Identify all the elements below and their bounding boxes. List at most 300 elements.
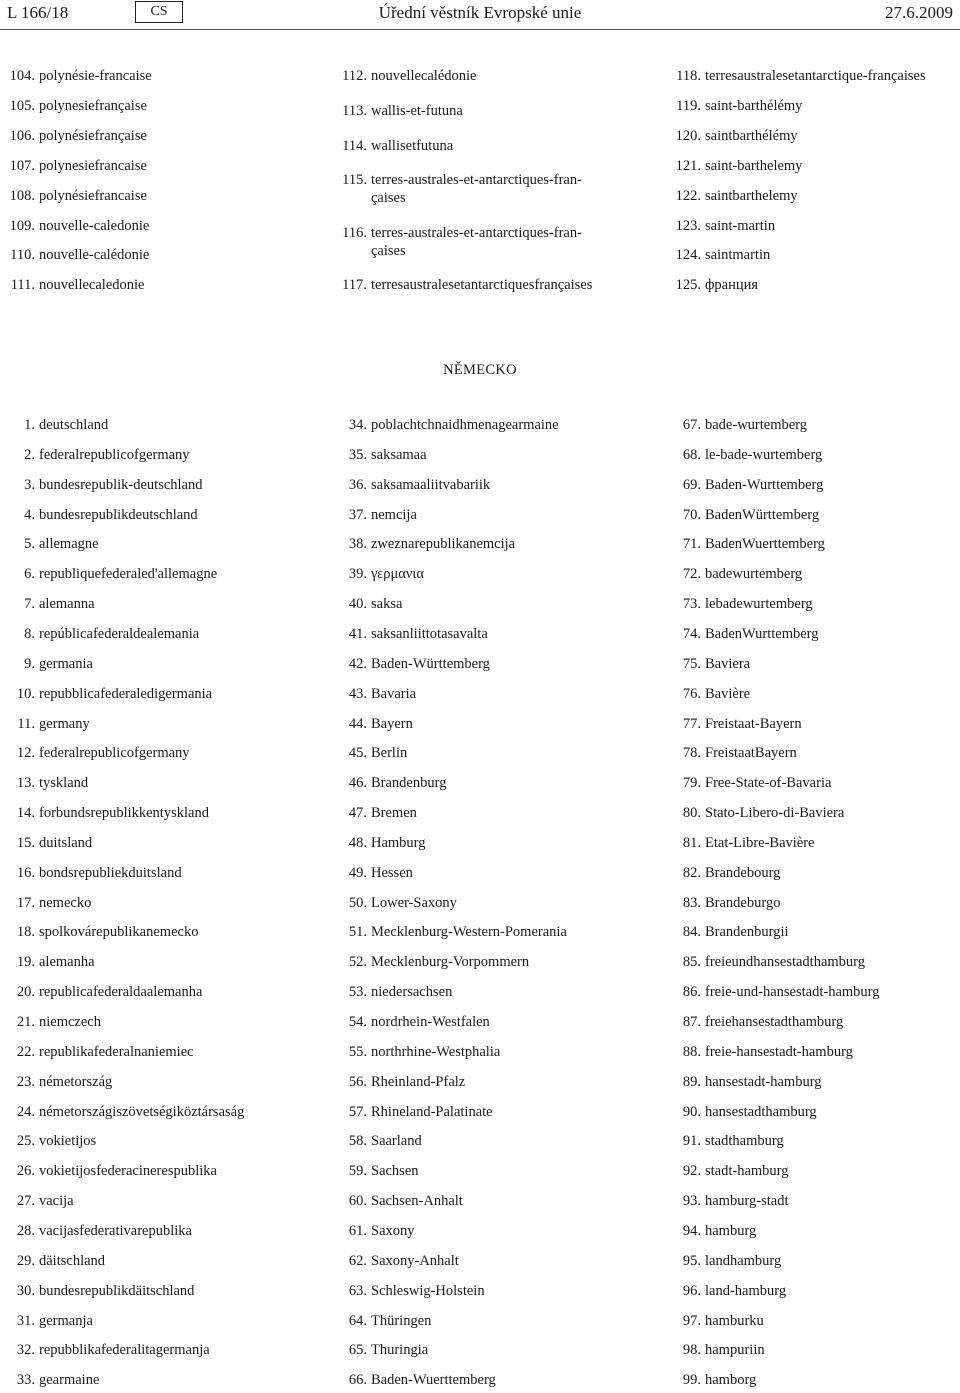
list-item bbox=[671, 834, 815, 852]
item-text bbox=[705, 446, 822, 464]
item-number: 65. bbox=[348, 1342, 367, 1358]
item-text-line: Baviera bbox=[705, 656, 751, 672]
item-text bbox=[39, 685, 212, 703]
item-text-line: FreistaatBayern bbox=[705, 745, 797, 761]
item-text bbox=[371, 171, 582, 207]
item-text-line: nouvellecalédonie bbox=[371, 68, 477, 84]
item-number: 86. bbox=[682, 984, 701, 1000]
item-text bbox=[39, 804, 209, 822]
item-text bbox=[705, 1371, 756, 1389]
item-text-line: stadthamburg bbox=[705, 1133, 784, 1149]
item-text bbox=[371, 715, 413, 733]
list-item bbox=[7, 923, 198, 941]
item-text bbox=[39, 834, 92, 852]
item-number: 91. bbox=[682, 1133, 701, 1149]
item-text bbox=[371, 1013, 490, 1031]
item-text bbox=[39, 1132, 96, 1150]
item-text bbox=[705, 416, 807, 434]
item-text bbox=[705, 157, 802, 175]
item-number: 58. bbox=[348, 1133, 367, 1149]
item-text bbox=[371, 983, 452, 1001]
list-item bbox=[7, 595, 95, 613]
item-text-line: landhamburg bbox=[705, 1253, 782, 1269]
item-number: 10. bbox=[16, 686, 35, 702]
item-number: 44. bbox=[348, 716, 367, 732]
list-item bbox=[671, 1341, 765, 1359]
item-number: 13. bbox=[16, 775, 35, 791]
item-text-line: Bavière bbox=[705, 686, 751, 702]
item-text bbox=[705, 1192, 789, 1210]
item-text-line: forbundsrepublikkentyskland bbox=[39, 805, 209, 821]
item-text-line: spolkovárepublikanemecko bbox=[39, 924, 199, 940]
item-text-line: terres-australes-et-antarctiques-fran- bbox=[371, 172, 582, 188]
item-text bbox=[705, 1162, 789, 1180]
list-item bbox=[671, 1222, 756, 1240]
item-text bbox=[39, 187, 147, 205]
list-item bbox=[337, 983, 452, 1001]
item-text bbox=[39, 1013, 101, 1031]
item-text bbox=[39, 1371, 99, 1389]
item-number: 2. bbox=[24, 447, 35, 463]
list-item bbox=[671, 744, 797, 762]
page-header bbox=[0, 0, 960, 34]
item-text-line: terres-australes-et-antarctiques-fran- bbox=[371, 225, 582, 241]
item-text-line: saksamaa bbox=[371, 447, 427, 463]
item-text bbox=[39, 1162, 217, 1180]
item-number: 125. bbox=[675, 277, 701, 293]
item-text bbox=[39, 715, 90, 733]
list-item bbox=[671, 983, 879, 1001]
list-item bbox=[7, 894, 91, 912]
item-text-line: hampuriin bbox=[705, 1342, 765, 1358]
item-text bbox=[371, 1192, 463, 1210]
list-item bbox=[337, 715, 413, 733]
item-text bbox=[39, 1222, 192, 1240]
item-text bbox=[371, 1252, 459, 1270]
item-number: 35. bbox=[348, 447, 367, 463]
item-text-line: hansestadthamburg bbox=[705, 1104, 817, 1120]
list-item bbox=[337, 102, 463, 120]
item-number: 14. bbox=[16, 805, 35, 821]
item-number: 84. bbox=[682, 924, 701, 940]
item-number: 56. bbox=[348, 1074, 367, 1090]
item-text-line: Hessen bbox=[371, 865, 413, 881]
list-item bbox=[671, 1013, 843, 1031]
list-item bbox=[7, 1192, 74, 1210]
item-text bbox=[705, 804, 844, 822]
item-text-line: hamburku bbox=[705, 1313, 764, 1329]
item-text bbox=[705, 834, 815, 852]
item-text bbox=[39, 416, 108, 434]
item-text bbox=[371, 1222, 415, 1240]
list-item bbox=[671, 1073, 822, 1091]
item-text-line: saint-barthélémy bbox=[705, 98, 803, 114]
item-number: 34. bbox=[348, 417, 367, 433]
item-text bbox=[39, 744, 190, 762]
item-text bbox=[39, 446, 190, 464]
item-text-line: BadenWuerttemberg bbox=[705, 536, 825, 552]
item-text-line: Saxony bbox=[371, 1223, 415, 1239]
item-text-line: nouvelle-caledonie bbox=[39, 218, 150, 234]
item-text-line: terresaustralesetantarctiquesfrançaises bbox=[371, 277, 593, 293]
item-text bbox=[39, 1312, 93, 1330]
item-number: 25. bbox=[16, 1133, 35, 1149]
list-item bbox=[671, 416, 807, 434]
item-number: 37. bbox=[348, 507, 367, 523]
list-item bbox=[337, 446, 427, 464]
item-text-line: poblachtchnaidhmenagearmaine bbox=[371, 417, 559, 433]
item-number: 67. bbox=[682, 417, 701, 433]
item-number: 60. bbox=[348, 1193, 367, 1209]
item-text bbox=[705, 535, 825, 553]
item-text bbox=[371, 595, 402, 613]
list-item bbox=[337, 535, 515, 553]
item-number: 93. bbox=[682, 1193, 701, 1209]
item-text bbox=[705, 983, 879, 1001]
list-item bbox=[337, 1073, 465, 1091]
item-text-line: nordrhein-Westfalen bbox=[371, 1014, 490, 1030]
item-text bbox=[705, 1103, 817, 1121]
item-text-line: northrhine-Westphalia bbox=[371, 1044, 501, 1060]
item-text bbox=[705, 894, 780, 912]
item-text-line: saint-martin bbox=[705, 218, 776, 234]
item-text bbox=[705, 774, 831, 792]
list-item bbox=[671, 595, 813, 613]
item-text-line: repubblicafederaledigermania bbox=[39, 686, 213, 702]
item-text bbox=[39, 1252, 105, 1270]
list-item bbox=[7, 834, 92, 852]
item-text-line: hansestadt-hamburg bbox=[705, 1074, 822, 1090]
publication-date: 27.6.2009 bbox=[885, 3, 953, 22]
item-text-line: BadenWurttemberg bbox=[705, 626, 819, 642]
item-text bbox=[371, 1371, 496, 1389]
item-number: 36. bbox=[348, 477, 367, 493]
list-item bbox=[7, 804, 209, 822]
item-text-line: däitschland bbox=[39, 1253, 106, 1269]
item-text-line: Rhineland-Palatinate bbox=[371, 1104, 493, 1120]
item-text bbox=[39, 983, 202, 1001]
item-text-continuation: çaises bbox=[371, 243, 406, 259]
list-item bbox=[337, 1043, 500, 1061]
item-text-line: saint-barthelemy bbox=[705, 158, 803, 174]
item-text-line: bundesrepublikdäitschland bbox=[39, 1283, 195, 1299]
item-text bbox=[371, 923, 567, 941]
item-text bbox=[39, 476, 203, 494]
item-text-line: Baden-Wuerttemberg bbox=[371, 1372, 496, 1388]
item-text-line: germania bbox=[39, 656, 93, 672]
list-item bbox=[671, 655, 750, 673]
list-item bbox=[337, 774, 446, 792]
list-item bbox=[337, 804, 417, 822]
item-number: 12. bbox=[16, 745, 35, 761]
list-item bbox=[7, 1043, 194, 1061]
item-text-line: niemczech bbox=[39, 1014, 101, 1030]
list-item bbox=[337, 1192, 463, 1210]
item-text bbox=[39, 1103, 244, 1121]
item-text bbox=[371, 535, 515, 553]
item-number: 63. bbox=[348, 1283, 367, 1299]
list-item bbox=[337, 595, 402, 613]
item-number: 49. bbox=[348, 865, 367, 881]
item-text-line: vacija bbox=[39, 1193, 74, 1209]
list-item bbox=[337, 1371, 496, 1389]
list-item bbox=[7, 774, 88, 792]
list-item bbox=[671, 1282, 786, 1300]
item-text bbox=[371, 565, 424, 583]
list-item bbox=[7, 157, 147, 175]
item-text bbox=[705, 97, 802, 115]
item-text bbox=[39, 864, 182, 882]
item-text-line: Berlin bbox=[371, 745, 408, 761]
item-text-line: Bavaria bbox=[371, 686, 417, 702]
item-number: 24. bbox=[16, 1104, 35, 1120]
item-text bbox=[39, 565, 217, 583]
item-number: 26. bbox=[16, 1163, 35, 1179]
list-item bbox=[337, 1103, 493, 1121]
item-number: 39. bbox=[348, 566, 367, 582]
item-text bbox=[371, 224, 582, 260]
item-text bbox=[705, 1341, 765, 1359]
item-text-line: Rheinland-Pfalz bbox=[371, 1074, 466, 1090]
list-item bbox=[337, 1222, 415, 1240]
item-text-line: γερμανια bbox=[371, 566, 424, 582]
item-text bbox=[371, 102, 463, 120]
item-number: 38. bbox=[348, 536, 367, 552]
list-item bbox=[337, 171, 582, 207]
item-text bbox=[39, 595, 95, 613]
item-number: 72. bbox=[682, 566, 701, 582]
item-text-line: hamborg bbox=[705, 1372, 757, 1388]
item-text-line: Brandeburgo bbox=[705, 895, 781, 911]
list-item bbox=[7, 1252, 105, 1270]
list-item bbox=[7, 1073, 112, 1091]
item-number: 62. bbox=[348, 1253, 367, 1269]
list-item bbox=[671, 187, 798, 205]
item-text bbox=[705, 1013, 843, 1031]
item-number: 116. bbox=[342, 225, 367, 241]
item-text-line: stadt-hamburg bbox=[705, 1163, 789, 1179]
item-number: 89. bbox=[682, 1074, 701, 1090]
item-text-line: polynesiefrançaise bbox=[39, 98, 147, 114]
list-item bbox=[337, 67, 476, 85]
item-text-line: saintbarthélémy bbox=[705, 128, 798, 144]
item-text bbox=[39, 97, 147, 115]
item-text bbox=[371, 506, 417, 524]
list-item bbox=[337, 744, 407, 762]
list-item bbox=[337, 224, 582, 260]
item-text bbox=[39, 157, 147, 175]
list-item bbox=[337, 1282, 485, 1300]
item-text-line: Free-State-of-Bavaria bbox=[705, 775, 832, 791]
item-number: 77. bbox=[682, 716, 701, 732]
item-text-line: germanja bbox=[39, 1313, 93, 1329]
item-text bbox=[371, 446, 427, 464]
item-number: 80. bbox=[682, 805, 701, 821]
item-number: 66. bbox=[348, 1372, 367, 1388]
item-text-line: Baden-Württemberg bbox=[371, 656, 490, 672]
list-item bbox=[671, 953, 865, 971]
item-text-line: BadenWürttemberg bbox=[705, 507, 820, 523]
item-text-line: saksanliittotasavalta bbox=[371, 626, 488, 642]
item-text-line: deutschland bbox=[39, 417, 109, 433]
item-text-line: Sachsen-Anhalt bbox=[371, 1193, 463, 1209]
item-number: 95. bbox=[682, 1253, 701, 1269]
list-item bbox=[7, 1103, 244, 1121]
list-item bbox=[7, 983, 202, 1001]
item-number: 50. bbox=[348, 895, 367, 911]
list-item bbox=[337, 894, 457, 912]
item-text-line: freieundhansestadthamburg bbox=[705, 954, 865, 970]
item-number: 43. bbox=[348, 686, 367, 702]
item-text bbox=[705, 685, 750, 703]
item-number: 16. bbox=[16, 865, 35, 881]
list-item bbox=[337, 1312, 431, 1330]
item-text-line: gearmaine bbox=[39, 1372, 100, 1388]
item-text bbox=[39, 625, 199, 643]
item-text-line: republikafederalnaniemiec bbox=[39, 1044, 194, 1060]
item-number: 51. bbox=[348, 924, 367, 940]
item-number: 108. bbox=[9, 188, 35, 204]
item-number: 71. bbox=[682, 536, 701, 552]
list-item bbox=[7, 1312, 93, 1330]
item-number: 94. bbox=[682, 1223, 701, 1239]
item-number: 15. bbox=[16, 835, 35, 851]
list-item bbox=[7, 953, 95, 971]
item-text bbox=[705, 506, 819, 524]
item-number: 88. bbox=[682, 1044, 701, 1060]
item-text bbox=[39, 1073, 112, 1091]
item-text-line: bundesrepublik-deutschland bbox=[39, 477, 203, 493]
item-text-line: saintmartin bbox=[705, 247, 771, 263]
item-number: 9. bbox=[24, 656, 35, 672]
item-number: 19. bbox=[16, 954, 35, 970]
item-text-line: Saxony-Anhalt bbox=[371, 1253, 459, 1269]
list-item bbox=[7, 864, 182, 882]
list-item bbox=[7, 655, 93, 673]
list-item bbox=[671, 276, 758, 294]
item-text bbox=[371, 416, 559, 434]
list-item bbox=[671, 565, 802, 583]
list-item bbox=[7, 1371, 99, 1389]
item-text-line: zweznarepublikanemcija bbox=[371, 536, 516, 552]
item-text bbox=[705, 127, 798, 145]
item-text-line: vacijasfederativarepublika bbox=[39, 1223, 192, 1239]
item-text bbox=[371, 67, 476, 85]
item-text bbox=[705, 1073, 822, 1091]
item-text bbox=[705, 715, 802, 733]
item-number: 47. bbox=[348, 805, 367, 821]
item-text bbox=[39, 953, 95, 971]
list-item bbox=[7, 1013, 101, 1031]
language-code-box: CS bbox=[135, 1, 183, 23]
list-item bbox=[7, 246, 149, 264]
item-text-line: repubblikafederalitagermanja bbox=[39, 1342, 210, 1358]
list-item bbox=[337, 1162, 419, 1180]
list-item bbox=[671, 804, 844, 822]
list-item bbox=[671, 127, 798, 145]
item-text bbox=[705, 864, 780, 882]
item-text-line: Bremen bbox=[371, 805, 417, 821]
item-number: 33. bbox=[16, 1372, 35, 1388]
item-text bbox=[371, 1132, 422, 1150]
item-text bbox=[705, 246, 770, 264]
list-item bbox=[7, 416, 108, 434]
list-item bbox=[671, 774, 831, 792]
item-number: 27. bbox=[16, 1193, 35, 1209]
item-number: 105. bbox=[9, 98, 35, 114]
item-text bbox=[371, 276, 592, 294]
item-number: 23. bbox=[16, 1074, 35, 1090]
item-text-line: vokietijos bbox=[39, 1133, 97, 1149]
list-item bbox=[7, 187, 147, 205]
list-item bbox=[7, 535, 99, 553]
list-item bbox=[671, 894, 780, 912]
item-number: 48. bbox=[348, 835, 367, 851]
item-number: 83. bbox=[682, 895, 701, 911]
item-text-line: nemcija bbox=[371, 507, 417, 523]
item-text-line: republiquefederaled'allemagne bbox=[39, 566, 218, 582]
list-item bbox=[337, 864, 413, 882]
list-item bbox=[671, 506, 819, 524]
item-text bbox=[371, 625, 488, 643]
item-text-line: saintbarthelemy bbox=[705, 188, 798, 204]
list-item bbox=[337, 834, 426, 852]
item-number: 68. bbox=[682, 447, 701, 463]
item-number: 118. bbox=[676, 68, 701, 84]
item-text-line: Mecklenburg-Vorpommern bbox=[371, 954, 530, 970]
list-item bbox=[337, 923, 567, 941]
list-item bbox=[7, 97, 147, 115]
list-item bbox=[671, 923, 789, 941]
item-text-line: badewurtemberg bbox=[705, 566, 803, 582]
item-text bbox=[371, 1312, 431, 1330]
item-text-line: saksamaaliitvabariik bbox=[371, 477, 491, 493]
item-text-line: Thüringen bbox=[371, 1313, 432, 1329]
item-text bbox=[705, 476, 823, 494]
item-text-line: germany bbox=[39, 716, 90, 732]
item-text bbox=[705, 655, 750, 673]
list-item bbox=[671, 864, 780, 882]
item-number: 79. bbox=[682, 775, 701, 791]
item-text-line: Schleswig-Holstein bbox=[371, 1283, 485, 1299]
list-item bbox=[671, 1162, 789, 1180]
list-item bbox=[337, 953, 529, 971]
item-text-line: hamburg bbox=[705, 1223, 757, 1239]
item-text-line: niedersachsen bbox=[371, 984, 453, 1000]
item-text-continuation: çaises bbox=[371, 190, 406, 206]
item-text bbox=[371, 1341, 428, 1359]
list-item bbox=[7, 1132, 96, 1150]
item-number: 46. bbox=[348, 775, 367, 791]
item-text bbox=[39, 506, 198, 524]
item-number: 109. bbox=[9, 218, 35, 234]
item-text bbox=[371, 1043, 500, 1061]
item-text-line: németország bbox=[39, 1074, 113, 1090]
item-number: 121. bbox=[675, 158, 701, 174]
item-number: 41. bbox=[348, 626, 367, 642]
item-number: 104. bbox=[9, 68, 35, 84]
item-text-line: repúblicafederaldealemania bbox=[39, 626, 200, 642]
list-item bbox=[671, 685, 750, 703]
item-number: 22. bbox=[16, 1044, 35, 1060]
item-text-line: франция bbox=[705, 277, 759, 293]
list-item bbox=[7, 476, 203, 494]
item-text bbox=[371, 804, 417, 822]
item-number: 76. bbox=[682, 686, 701, 702]
item-number: 122. bbox=[675, 188, 701, 204]
list-item bbox=[671, 1371, 756, 1389]
item-number: 96. bbox=[682, 1283, 701, 1299]
